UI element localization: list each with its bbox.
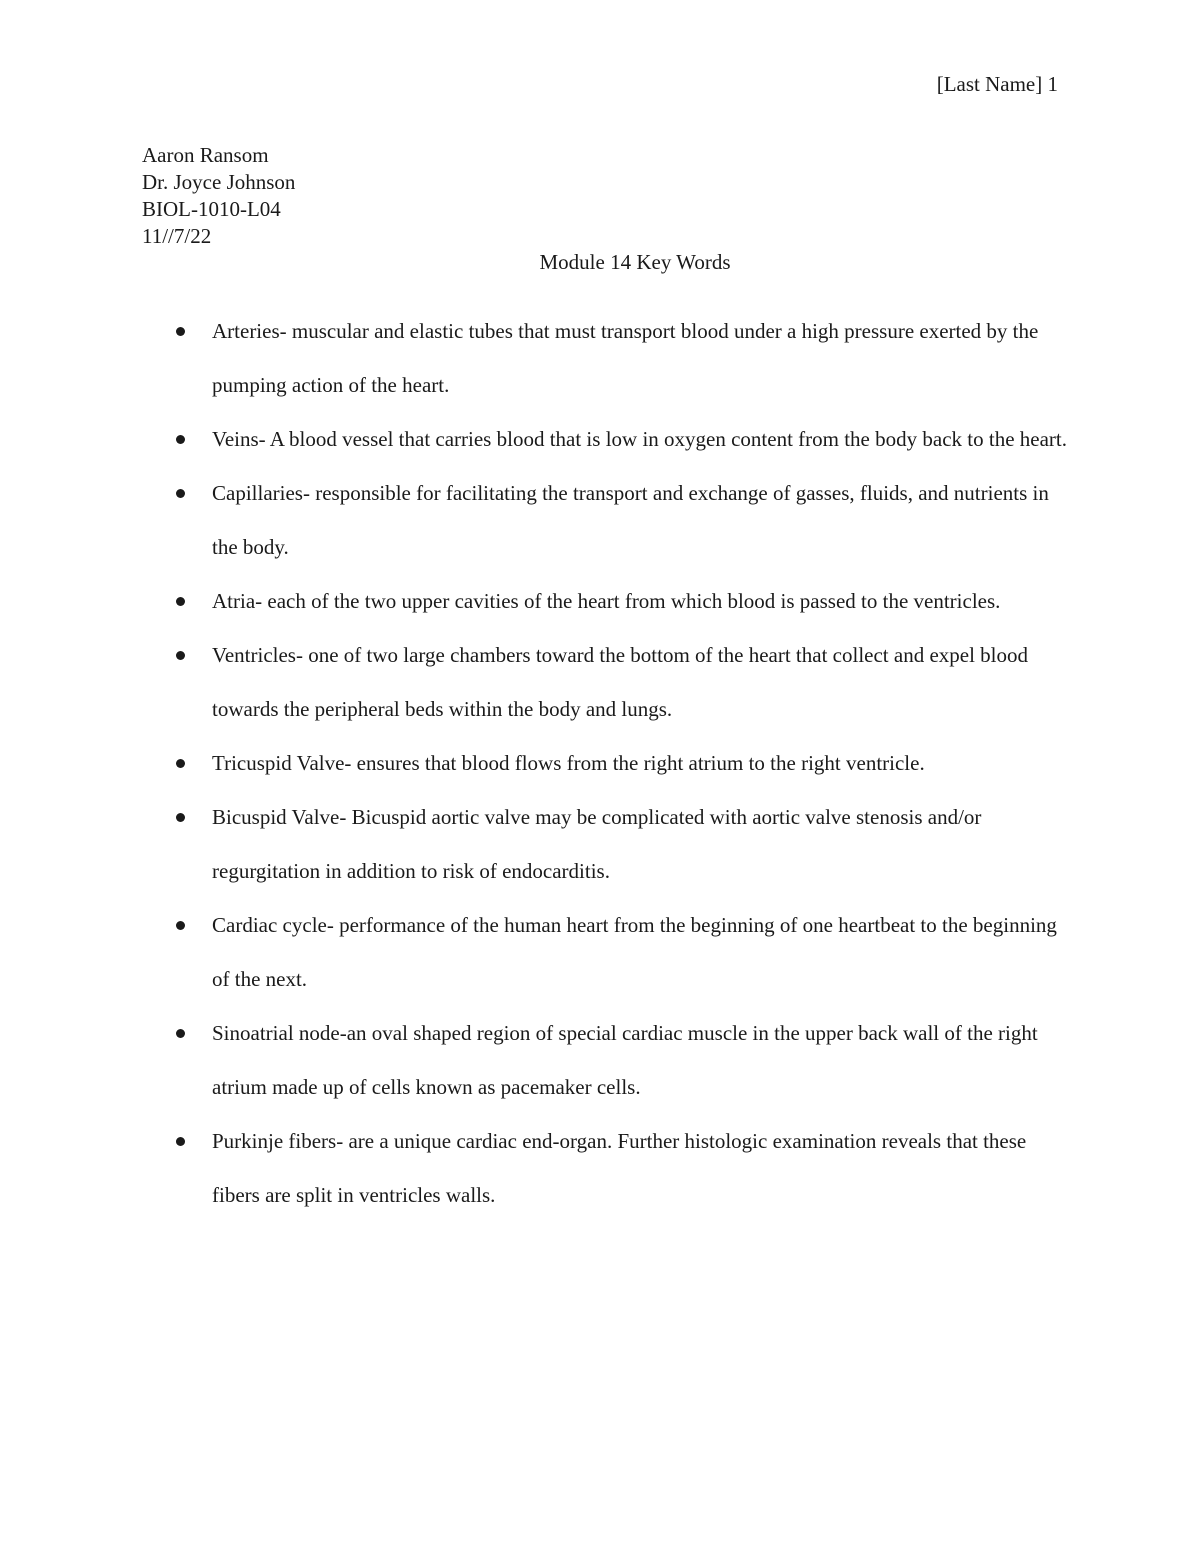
term-text: Arteries- muscular and elastic tubes that must transport blood under a high pressure exerted by the pumping action of the heart. — [212, 319, 1039, 397]
instructor-name: Dr. Joyce Johnson — [142, 170, 296, 194]
key-words-list — [0, 304, 1200, 1222]
bullet-icon — [176, 759, 185, 768]
running-head: [Last Name] 1 — [936, 72, 1058, 96]
term-text: Atria- each of the two upper cavities of the heart from which blood is passed to the ventricles. — [212, 589, 1001, 613]
term-text: Ventricles- one of two large chambers toward the bottom of the heart that collect and expel blood towards the peripheral beds within the body and lungs. — [212, 643, 1029, 721]
list-item — [0, 1114, 1072, 1222]
list-item — [0, 304, 1072, 412]
bullet-icon — [176, 921, 185, 930]
term-text: Tricuspid Valve- ensures that blood flows from the right atrium to the right ventricle. — [212, 751, 925, 775]
term-text: Veins- A blood vessel that carries blood that is low in oxygen content from the body back to the heart. — [212, 427, 1067, 451]
bullet-icon — [176, 489, 185, 498]
list-item — [0, 466, 1072, 574]
term-text: Purkinje fibers- are a unique cardiac end-organ. Further histologic examination reveals that these fibers are split in ventricles walls. — [212, 1129, 1027, 1207]
mla-heading — [142, 142, 295, 250]
bullet-icon — [176, 1029, 185, 1038]
term-text: Cardiac cycle- performance of the human heart from the beginning of one heartbeat to the beginning of the next. — [212, 913, 1057, 991]
term-text: Capillaries- responsible for facilitating the transport and exchange of gasses, fluids, and nutrients in the body. — [212, 481, 1049, 559]
list-item — [0, 790, 1072, 898]
bullet-icon — [176, 435, 185, 444]
list-item — [0, 574, 1072, 628]
bullet-icon — [176, 813, 185, 822]
document-date: 11//7/22 — [142, 224, 212, 248]
list-item — [0, 628, 1072, 736]
list-item — [0, 412, 1072, 466]
bullet-icon — [176, 1137, 185, 1146]
bullet-icon — [176, 651, 185, 660]
term-text: Sinoatrial node-an oval shaped region of special cardiac muscle in the upper back wall of the right atrium made up of cells known as pacemaker cells. — [212, 1021, 1038, 1099]
course-code: BIOL-1010-L04 — [142, 197, 281, 221]
list-item — [0, 898, 1072, 1006]
bullet-icon — [176, 597, 185, 606]
list-item — [0, 1006, 1072, 1114]
student-name: Aaron Ransom — [142, 143, 269, 167]
page-title: Module 14 Key Words — [539, 250, 731, 274]
list-item — [0, 736, 1072, 790]
bullet-icon — [176, 327, 185, 336]
term-text: Bicuspid Valve- Bicuspid aortic valve may be complicated with aortic valve stenosis and/or regurgitation in addition to risk of endocarditis. — [212, 805, 982, 883]
